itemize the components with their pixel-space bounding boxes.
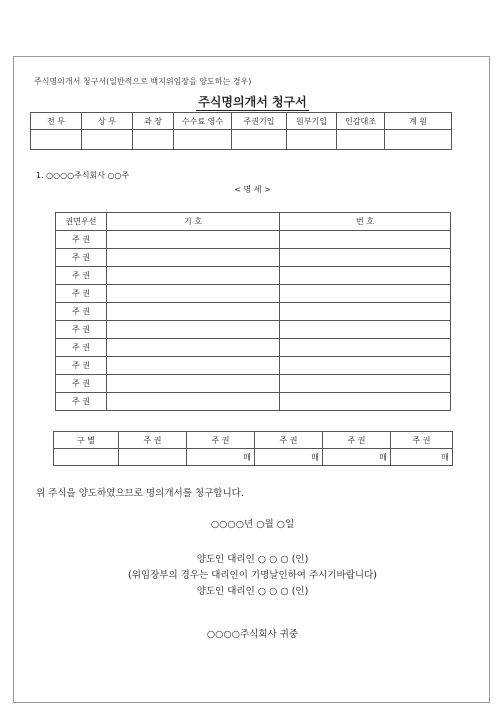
table-row: [56, 231, 451, 249]
approval-sign-cell: [133, 130, 174, 150]
number-cell: [280, 249, 451, 267]
number-cell: [280, 231, 451, 249]
row-kind: 주 권: [56, 303, 107, 321]
document-subtitle: 주식명의개서 청구서(일반적으로 백지위임장을 양도하는 경우): [34, 77, 252, 86]
table-row: [56, 303, 451, 321]
signer-line-2: 양도인 대리인 ○ ○ ○ (인): [196, 586, 309, 597]
symbol-cell: [107, 285, 280, 303]
number-cell: [280, 393, 451, 411]
approval-header-row: [31, 113, 452, 130]
row-kind: 주 권: [56, 357, 107, 375]
symbol-cell: [107, 321, 280, 339]
request-statement: 위 주식을 양도하였으므로 명의개서를 청구합니다.: [36, 488, 244, 499]
table-row: [56, 393, 451, 411]
addressee: ○○○○주식회사 귀중: [206, 629, 299, 640]
approval-sign-cell: [385, 130, 452, 150]
row-kind: 주 권: [56, 267, 107, 285]
approval-sign-cell: [174, 130, 232, 150]
approval-sign-row: [31, 130, 452, 150]
table-row: [56, 321, 451, 339]
summary-header-certificate: 주 권: [255, 432, 323, 449]
summary-header-row: [54, 432, 453, 449]
number-cell: [280, 375, 451, 393]
row-kind: 주 권: [56, 321, 107, 339]
details-label: < 명 세 >: [234, 185, 271, 194]
summary-header-category: 구 별: [54, 432, 119, 449]
approval-col-fee-receipt: 수수료 영수: [174, 113, 232, 130]
table-row: [56, 375, 451, 393]
symbol-cell: [107, 375, 280, 393]
approval-col-executive-director: 전 무: [31, 113, 82, 130]
proxy-note: (위임장부의 경우는 대리인이 기명날인하여 주시기바랍니다): [128, 570, 377, 581]
approval-col-certificate-entry: 주권기입: [232, 113, 287, 130]
summary-header-certificate: 주 권: [187, 432, 255, 449]
row-kind: 주 권: [56, 249, 107, 267]
summary-header-certificate: 주 권: [391, 432, 453, 449]
row-kind: 주 권: [56, 375, 107, 393]
document-page: [13, 56, 490, 703]
approval-col-section-chief: 과 장: [133, 113, 174, 130]
item-1-label: 1. ○○○○주식회사 ○○주: [36, 171, 130, 180]
row-kind: 주 권: [56, 339, 107, 357]
details-header-symbol: 기 호: [107, 213, 280, 231]
symbol-cell: [107, 249, 280, 267]
summary-unit-cell: 매: [323, 449, 391, 466]
signer-line-1: 양도인 대리인 ○ ○ ○ (인): [196, 554, 309, 565]
table-row: [56, 285, 451, 303]
symbol-cell: [107, 267, 280, 285]
approval-table: [30, 112, 452, 150]
summary-unit-cell: 매: [255, 449, 323, 466]
row-kind: 주 권: [56, 285, 107, 303]
number-cell: [280, 321, 451, 339]
number-cell: [280, 285, 451, 303]
summary-value-row: [54, 449, 453, 466]
details-header-priority: 권면우선: [56, 213, 107, 231]
symbol-cell: [107, 393, 280, 411]
table-row: [56, 339, 451, 357]
date-line: ○○○○년 ○월 ○일: [210, 519, 295, 530]
table-row: [56, 267, 451, 285]
number-cell: [280, 357, 451, 375]
approval-col-clerk: 계 원: [385, 113, 452, 130]
symbol-cell: [107, 339, 280, 357]
symbol-cell: [107, 231, 280, 249]
summary-table: [53, 431, 453, 466]
approval-sign-cell: [82, 130, 133, 150]
summary-header-certificate: 주 권: [323, 432, 391, 449]
number-cell: [280, 303, 451, 321]
approval-col-register-entry: 원부기입: [287, 113, 337, 130]
details-header-row: [56, 213, 451, 231]
approval-col-seal-check: 인감대조: [337, 113, 385, 130]
document-title: [14, 93, 491, 110]
details-header-number: 번 호: [280, 213, 451, 231]
symbol-cell: [107, 303, 280, 321]
number-cell: [280, 267, 451, 285]
table-row: [56, 249, 451, 267]
summary-value-cell: [119, 449, 187, 466]
details-table: [55, 212, 451, 411]
approval-sign-cell: [337, 130, 385, 150]
approval-sign-cell: [31, 130, 82, 150]
approval-sign-cell: [287, 130, 337, 150]
summary-unit-cell: 매: [391, 449, 453, 466]
symbol-cell: [107, 357, 280, 375]
row-kind: 주 권: [56, 393, 107, 411]
summary-unit-cell: 매: [187, 449, 255, 466]
row-kind: 주 권: [56, 231, 107, 249]
summary-category-cell: [54, 449, 119, 466]
document-title-text: 주식명의개서 청구서: [198, 95, 307, 109]
table-row: [56, 357, 451, 375]
approval-sign-cell: [232, 130, 287, 150]
summary-header-certificate: 주 권: [119, 432, 187, 449]
number-cell: [280, 339, 451, 357]
approval-col-managing-director: 상 무: [82, 113, 133, 130]
